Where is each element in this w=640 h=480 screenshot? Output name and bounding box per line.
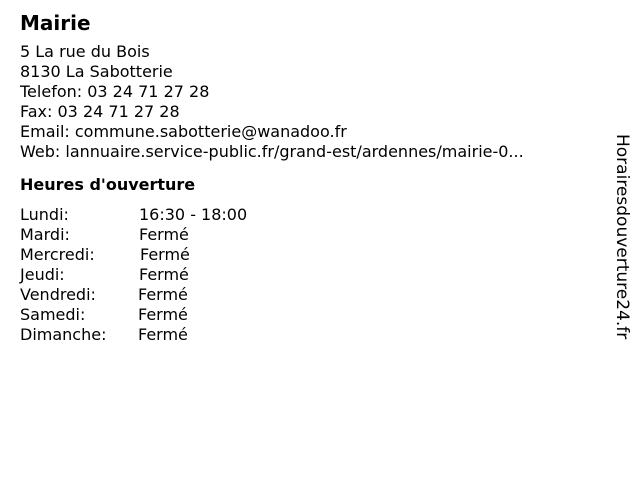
phone-number[interactable]: 03 24 71 27 28	[87, 82, 210, 101]
opening-hours-title: Heures d'ouverture	[20, 175, 196, 194]
hours-row-monday	[20, 205, 600, 225]
email-label: Email:	[20, 122, 70, 141]
day-label: Mardi:	[20, 225, 70, 244]
opening-hours-list	[20, 205, 600, 345]
time-value: Fermé	[139, 265, 189, 284]
day-label: Jeudi:	[20, 265, 65, 284]
email-row	[20, 122, 600, 142]
time-value: 16:30 - 18:00	[139, 205, 248, 224]
fax-row	[20, 102, 600, 122]
time-value: Fermé	[138, 285, 188, 304]
email-link[interactable]: commune.sabotterie@wanadoo.fr	[74, 122, 347, 141]
hours-row-sunday	[20, 325, 600, 345]
time-value: Fermé	[138, 325, 188, 344]
time-value: Fermé	[138, 305, 188, 324]
hours-row-tuesday	[20, 225, 600, 245]
hours-row-wednesday	[20, 245, 600, 265]
phone-label: Telefon:	[20, 82, 83, 101]
address-line-1: 5 La rue du Bois	[20, 42, 150, 61]
day-label: Mercredi:	[20, 245, 95, 264]
hours-row-saturday	[20, 305, 600, 325]
fax-label: Fax:	[20, 102, 53, 121]
time-value: Fermé	[139, 225, 189, 244]
hours-row-thursday	[20, 265, 600, 285]
hours-row-friday	[20, 285, 600, 305]
day-label: Samedi:	[20, 305, 86, 324]
site-watermark: Horairesdouverture24.fr	[612, 134, 632, 340]
day-label: Lundi:	[20, 205, 69, 224]
fax-number: 03 24 71 27 28	[57, 102, 180, 121]
web-row	[20, 142, 600, 162]
day-label: Dimanche:	[20, 325, 107, 344]
place-title: Mairie	[20, 11, 91, 35]
day-label: Vendredi:	[20, 285, 96, 304]
time-value: Fermé	[140, 245, 190, 264]
web-link[interactable]: lannuaire.service-public.fr/grand-est/ardennes/mairie-0...	[65, 142, 524, 161]
web-label: Web:	[20, 142, 61, 161]
phone-row	[20, 82, 600, 102]
business-card	[20, 10, 600, 345]
address-line-2: 8130 La Sabotterie	[20, 62, 173, 81]
